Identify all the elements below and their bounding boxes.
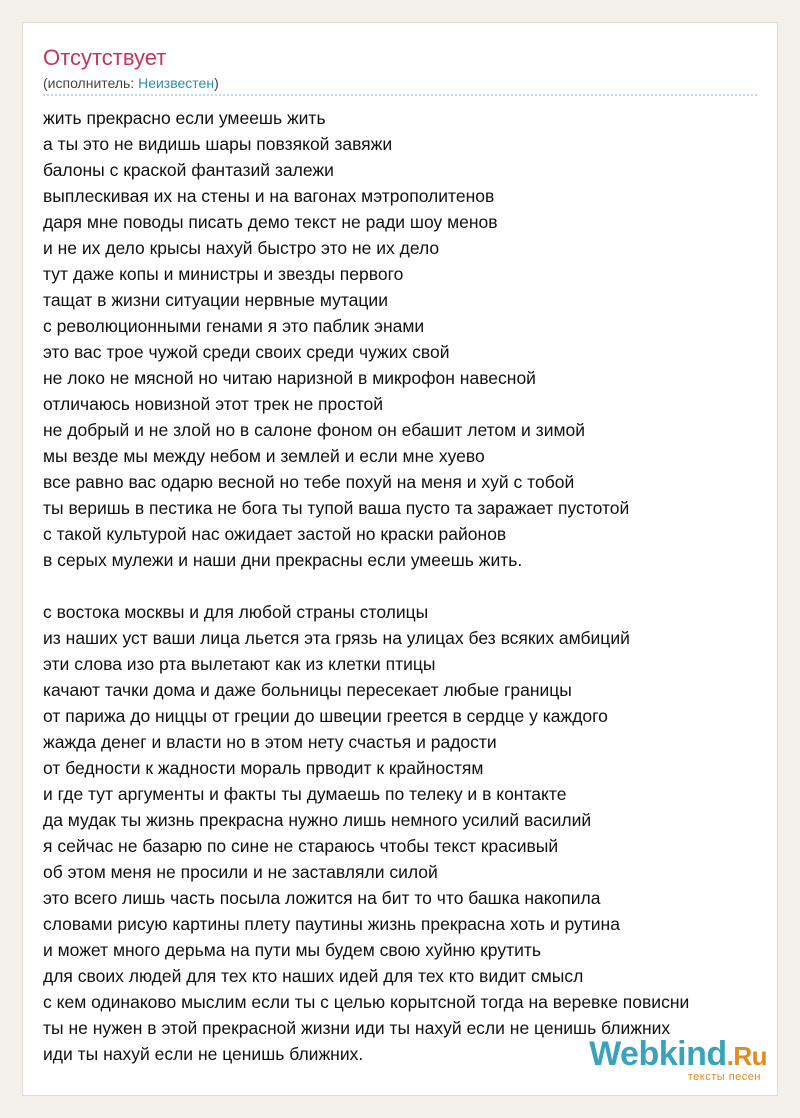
lyric-line: от бедности к жадности мораль прводит к крайностям [43,758,484,778]
artist-prefix: (исполнитель: [43,75,139,91]
lyric-line: с такой культурой нас ожидает застой но краски районов [43,524,507,544]
lyric-line: я сейчас не базарю по сине не стараюсь чтобы текст красивый [43,836,559,856]
artist-link[interactable]: Неизвестен [138,75,215,91]
lyric-line: с востока москвы и для любой страны столицы [43,602,429,622]
lyric-line: это вас трое чужой среди своих среди чужих свой [43,342,450,362]
lyric-line: от парижа до ниццы от греции до швеции греется в сердце у каждого [43,706,608,726]
lyric-line: ты веришь в пестика не бога ты тупой ваша пусто та заражает пустотой [43,498,630,518]
lyric-line: ты не нужен в этой прекрасной жизни иди ты нахуй если не ценишь ближних [43,1018,671,1038]
logo-subtitle: тексты песен [687,1071,761,1083]
lyric-line: иди ты нахуй если не ценишь ближних. [43,1044,364,1064]
logo-main-text: Webkind [589,1035,727,1073]
lyric-line: балоны с краской фантазий залежи [43,160,334,180]
verse-gap [43,573,783,599]
lyric-line: даря мне поводы писать демо текст не ради шоу менов [43,212,498,232]
lyric-line: жажда денег и власти но в этом нету счастья и радости [43,732,497,752]
lyrics-page [22,22,778,1096]
lyric-line: и может много дерьма на пути мы будем свою хуйню крутить [43,940,541,960]
lyric-line: все равно вас одарю весной но тебе похуй на меня и хуй с тобой [43,472,575,492]
lyric-line: для своих людей для тех кто наших идей для тех кто видит смысл [43,966,584,986]
site-logo[interactable] [589,1037,767,1083]
verse-2 [43,599,783,1067]
song-title: Отсутствует [43,45,167,70]
lyric-line: жить прекрасно если умеешь жить [43,108,326,128]
lyric-line: не добрый и не злой но в салоне фоном он ебашит летом и зимой [43,420,586,440]
lyric-line: словами рисую картины плету паутины жизнь прекрасна хоть и рутина [43,914,620,934]
lyric-line: это всего лишь часть посыла ложится на бит то что башка накопила [43,888,601,908]
lyric-line: и где тут аргументы и факты ты думаешь по телеку и в контакте [43,784,567,804]
lyric-line: качают тачки дома и даже больницы пересекает любые границы [43,680,572,700]
lyric-line: мы везде мы между небом и землей и если мне хуево [43,446,485,466]
lyric-line: в серых мулежи и наши дни прекрасны если умеешь жить. [43,550,523,570]
lyric-line: и не их дело крысы нахуй быстро это не их дело [43,238,440,258]
lyric-line: не локо не мясной но читаю наризной в микрофон навесной [43,368,536,388]
lyric-line: отличаюсь новизной этот трек не простой [43,394,384,414]
lyric-line: тут даже копы и министры и звезды первого [43,264,404,284]
lyric-line: эти слова изо рта вылетают как из клетки птицы [43,654,436,674]
verse-1 [43,105,783,573]
logo-tld-text: .Ru [726,1041,767,1071]
logo-wordmark [589,1037,767,1073]
lyric-line: тащат в жизни ситуации нервные мутации [43,290,388,310]
artist-line [43,74,219,92]
lyric-line: а ты это не видишь шары повзякой завяжи [43,134,393,154]
lyric-line: да мудак ты жизнь прекрасна нужно лишь немного усилий василий [43,810,592,830]
lyric-line: с революционными генами я это паблик энами [43,316,425,336]
lyric-line: из наших уст ваши лица льется эта грязь на улицах без всяких амбиций [43,628,630,648]
lyric-line: выплескивая их на стены и на вагонах мэтрополитенов [43,186,495,206]
lyric-line: об этом меня не просили и не заставляли силой [43,862,438,882]
divider [43,94,757,96]
artist-suffix: ) [214,75,219,91]
lyric-line: с кем одинаково мыслим если ты с целью корытсной тогда на веревке повисни [43,992,690,1012]
lyrics-text [43,105,783,1067]
